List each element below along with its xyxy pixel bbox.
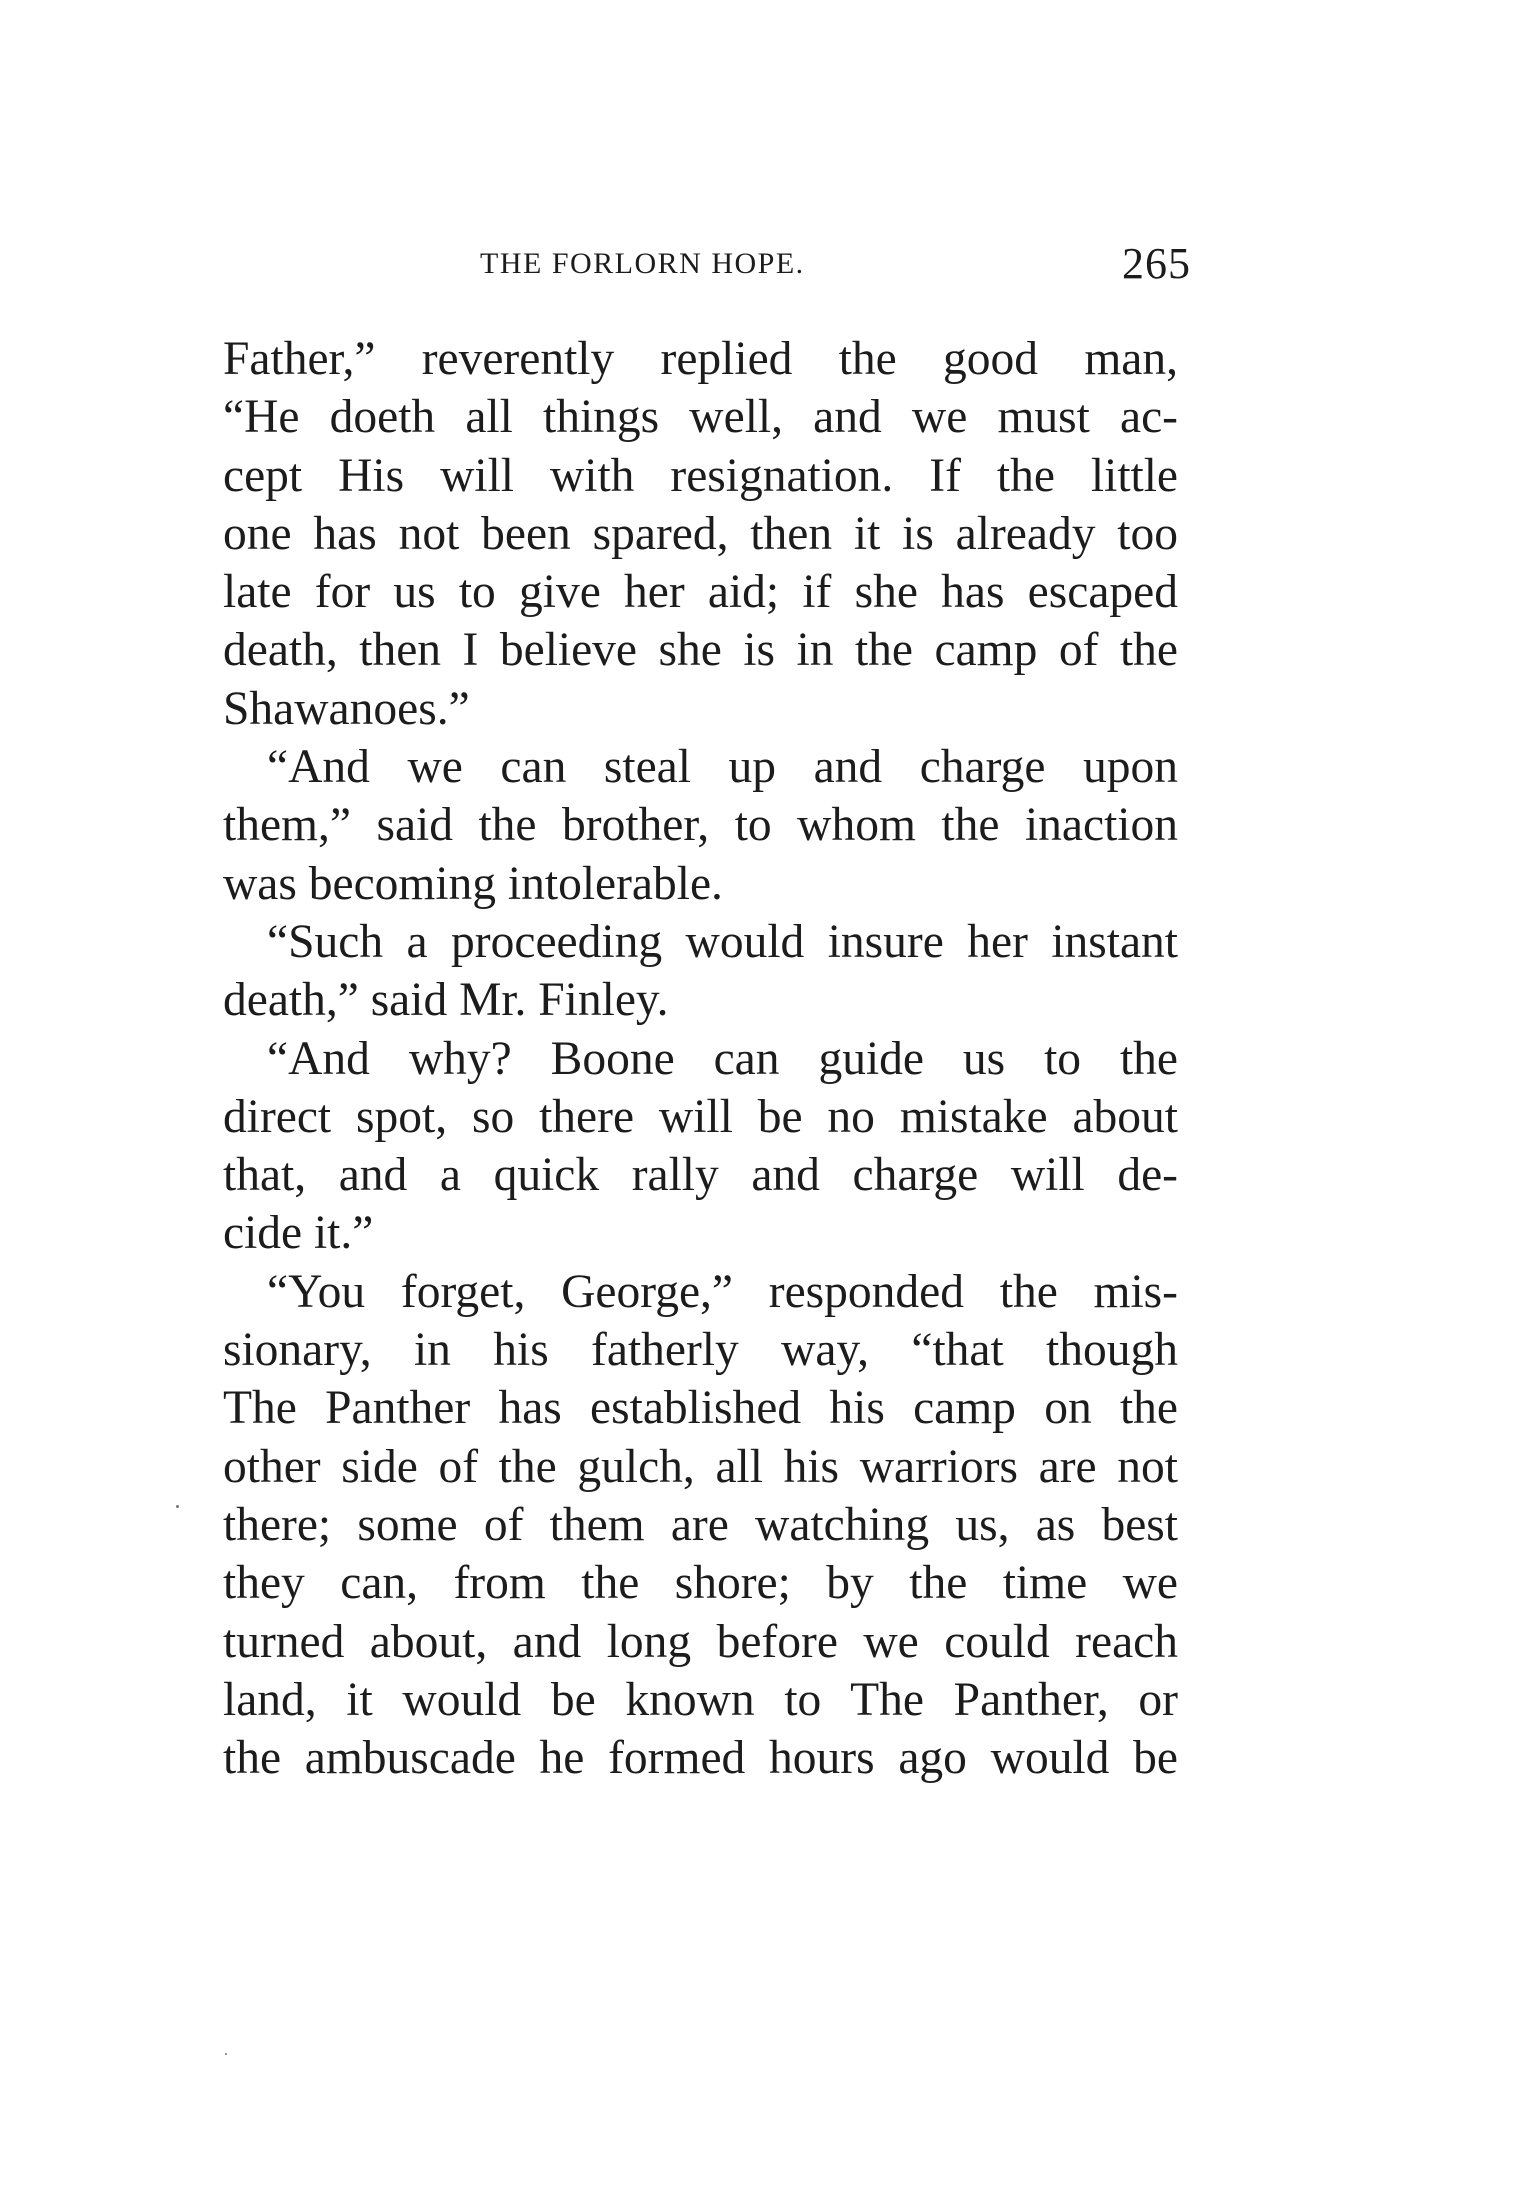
text-line: them,” said the brother, to whom the inaction — [223, 799, 1178, 852]
text-line: The Panther has established his camp on the — [223, 1382, 1178, 1435]
text-line: one has not been spared, then it is already too — [223, 507, 1178, 560]
text-line: death, then I believe she is in the camp of the — [223, 624, 1178, 677]
text-line: they can, from the shore; by the time we — [223, 1557, 1178, 1610]
page-number: 265 — [1122, 239, 1191, 288]
text-line: death,” said Mr. Finley. — [223, 974, 669, 1027]
text-line: other side of the gulch, all his warriors are not — [223, 1440, 1178, 1493]
paper-speck — [176, 1505, 179, 1508]
text-line: “And we can steal up and charge upon — [267, 741, 1178, 794]
text-line: was becoming intolerable. — [223, 857, 723, 910]
text-line: “You forget, George,” responded the mis- — [267, 1265, 1178, 1318]
text-line: “He doeth all things well, and we must ac- — [223, 391, 1178, 444]
body-text — [223, 330, 1178, 1787]
text-line: direct spot, so there will be no mistake about — [223, 1090, 1178, 1143]
text-line: the ambuscade he formed hours ago would be — [223, 1732, 1178, 1785]
text-line: late for us to give her aid; if she has escaped — [223, 566, 1178, 619]
text-line: Father,” reverently replied the good man, — [223, 333, 1178, 385]
running-head-title: THE FORLORN HOPE. — [480, 247, 805, 280]
text-line: turned about, and long before we could reach — [223, 1615, 1178, 1668]
text-line: sionary, in his fatherly way, “that though — [223, 1324, 1178, 1377]
text-line: cide it.” — [223, 1207, 374, 1260]
text-line: “Such a proceeding would insure her instant — [267, 915, 1178, 968]
text-line: Shawanoes.” — [223, 682, 470, 735]
text-line: there; some of them are watching us, as best — [223, 1498, 1178, 1551]
text-line: land, it would be known to The Panther, or — [223, 1673, 1178, 1726]
text-line: that, and a quick rally and charge will de- — [223, 1149, 1178, 1202]
text-line: “And why? Boone can guide us to the — [267, 1032, 1178, 1085]
text-line: cept His will with resignation. If the little — [223, 449, 1178, 502]
paper-speck — [225, 2053, 227, 2055]
